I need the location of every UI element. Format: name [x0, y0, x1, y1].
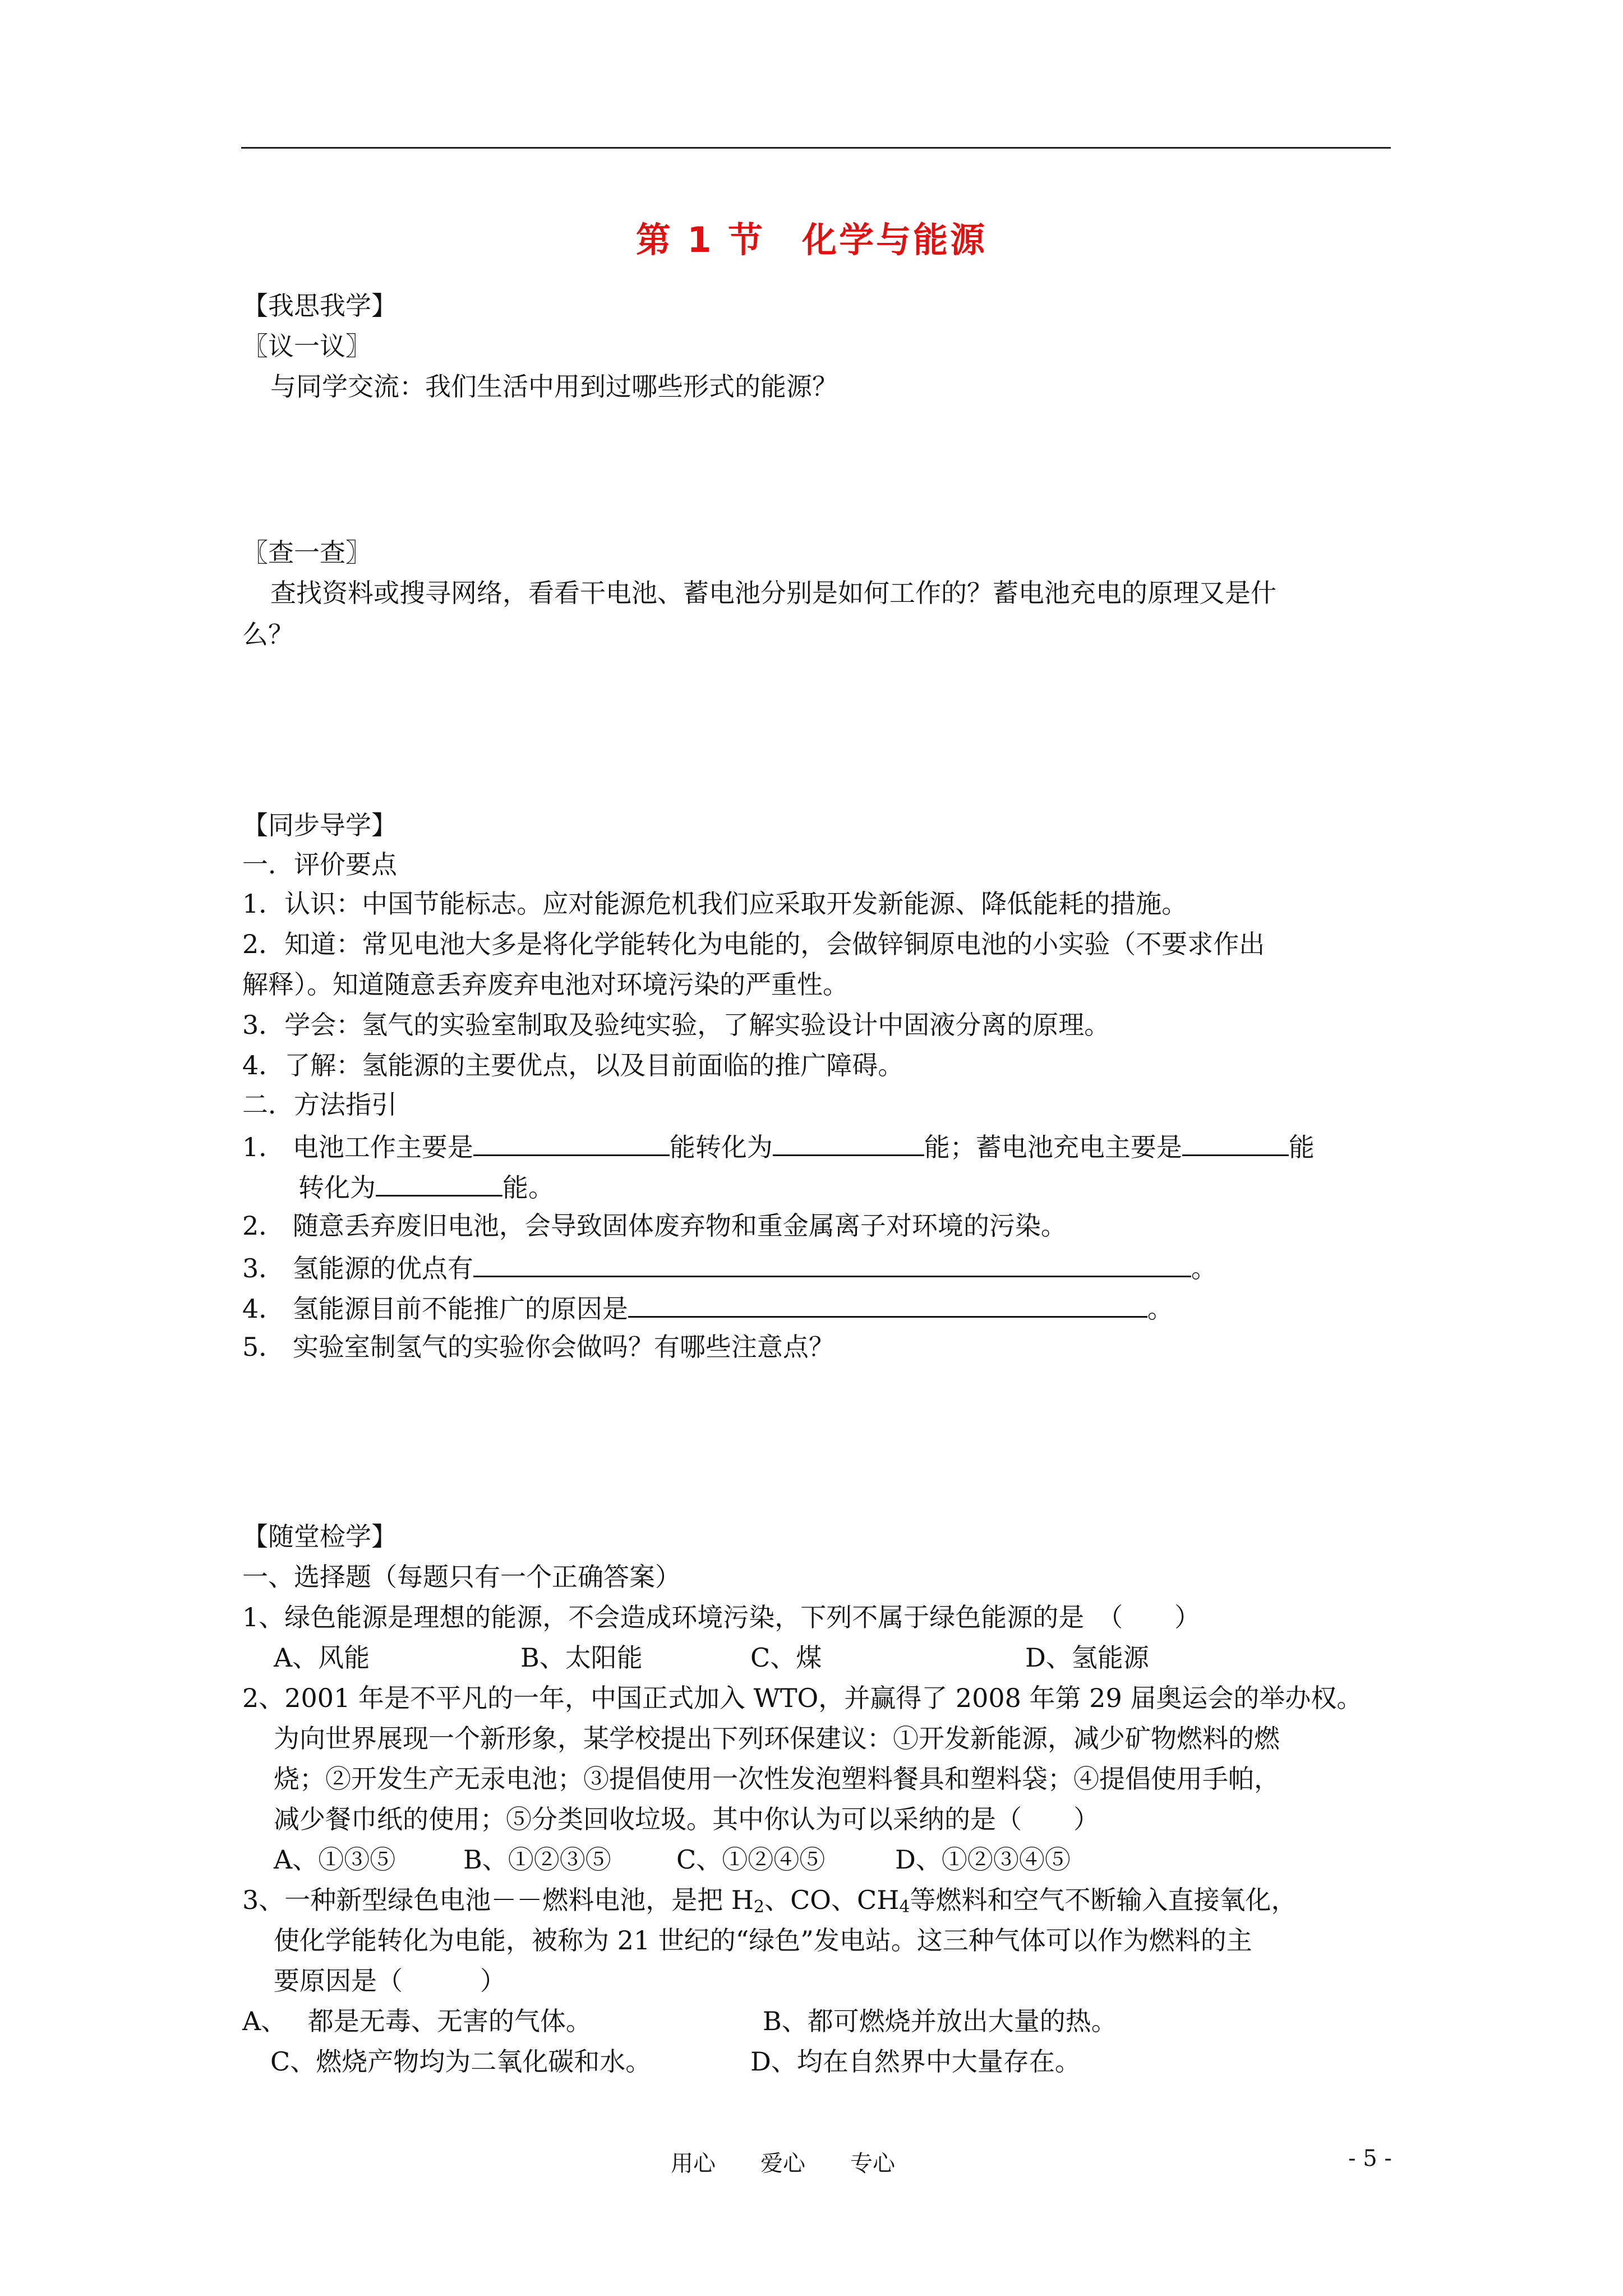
question-2-line4: 减少餐巾纸的使用；⑤分类回收垃圾。其中你认为可以采纳的是（ ） — [274, 1804, 1099, 1834]
q2-option-a[interactable]: A、①③⑤ — [274, 1844, 396, 1875]
q2-option-b[interactable]: B、①②③⑤ — [463, 1844, 611, 1875]
q1-option-b[interactable]: B、太阳能 — [520, 1642, 643, 1673]
question-3-line2: 使化学能转化为电能，被称为 21 世纪的“绿色”发电站。这三种气体可以作为燃料的主 — [274, 1925, 1252, 1955]
part-method-guide: 二．方法指引 — [242, 1089, 397, 1120]
part-evaluation-points: 一．评价要点 — [242, 849, 397, 880]
q2-option-c[interactable]: C、①②④⑤ — [676, 1844, 826, 1875]
page-number: - 5 - — [1348, 2146, 1392, 2171]
question-1: 1、绿色能源是理想的能源，不会造成环境污染，下列不属于绿色能源的是 （ ） — [242, 1602, 1201, 1632]
q3-option-c[interactable]: C、燃烧产物均为二氧化碳和水。 — [270, 2046, 652, 2077]
question-3-line1: 3、一种新型绿色电池－－燃料电池，是把 $H_2$、CO、$CH_4$等燃料和空气不断输入直接氧化， — [242, 1885, 1297, 1917]
method-2: 2． 随意丢弃废旧电池，会导致固体废弃物和重金属离子对环境的污染。 — [242, 1211, 1067, 1241]
method-1-line2: 转化为 能。 — [298, 1172, 554, 1203]
q2-option-d[interactable]: D、①②③④⑤ — [895, 1844, 1071, 1875]
q3-option-d[interactable]: D、均在自然界中大量存在。 — [750, 2046, 1081, 2077]
q3-option-b[interactable]: B、都可燃烧并放出大量的热。 — [763, 2006, 1117, 2036]
q1-option-a[interactable]: A、风能 — [274, 1642, 370, 1673]
section-heading-guide: 【同步导学】 — [242, 810, 397, 840]
page-title: 第 1 节 化学与能源 — [635, 219, 988, 260]
point-2-line2: 解释）。知道随意丢弃废弃电池对环境污染的严重性。 — [242, 969, 849, 1000]
blank-hydrogen-obstacles[interactable] — [628, 1294, 1147, 1318]
blank-energy-2[interactable] — [773, 1132, 924, 1156]
header-rule — [241, 147, 1391, 149]
question-2-line3: 烧；②开发生产无汞电池；③提倡使用一次性发泡塑料餐具和塑料袋；④提倡使用手帕， — [274, 1764, 1280, 1794]
footer-motto: 用心 爱心 专心 — [671, 2151, 895, 2177]
method-4: 4． 氢能源目前不能推广的原因是 。 — [242, 1294, 1173, 1324]
research-prompt-line1: 查找资料或搜寻网络，看看干电池、蓄电池分别是如何工作的？蓄电池充电的原理又是什 — [270, 578, 1276, 608]
part-choice-questions: 一、选择题（每题只有一个正确答案） — [242, 1562, 681, 1592]
method-1-line1: 1． 电池工作主要是 能转化为 能；蓄电池充电主要是 能 — [242, 1132, 1315, 1162]
q1-option-d[interactable]: D、氢能源 — [1025, 1642, 1149, 1673]
section-heading-think: 【我思我学】 — [242, 291, 397, 321]
question-2-line2: 为向世界展现一个新形象，某学校提出下列环保建议：①开发新能源，减少矿物燃料的燃 — [274, 1723, 1280, 1754]
point-4: 4．了解：氢能源的主要优点，以及目前面临的推广障碍。 — [242, 1050, 904, 1080]
point-1: 1．认识：中国节能标志。应对能源危机我们应采取开发新能源、降低能耗的措施。 — [242, 889, 1188, 919]
blank-energy-3[interactable] — [1182, 1132, 1289, 1156]
method-3: 3． 氢能源的优点有 。 — [242, 1253, 1217, 1283]
blank-energy-1[interactable] — [473, 1132, 670, 1156]
point-2-line1: 2．知道：常见电池大多是将化学能转化为电能的，会做锌铜原电池的小实验（不要求作出 — [242, 929, 1265, 959]
discuss-prompt: 与同学交流：我们生活中用到过哪些形式的能源？ — [270, 371, 838, 402]
section-heading-check: 【随堂检学】 — [242, 1521, 397, 1552]
question-3-line3: 要原因是（ ） — [274, 1966, 506, 1996]
blank-hydrogen-advantages[interactable] — [473, 1253, 1191, 1277]
method-5: 5． 实验室制氢气的实验你会做吗？有哪些注意点？ — [242, 1332, 834, 1362]
question-2-line1: 2、2001 年是不平凡的一年，中国正式加入 WTO，并赢得了 2008 年第 29 届奥运会的举办权。 — [242, 1683, 1363, 1713]
blank-energy-4[interactable] — [376, 1172, 502, 1197]
q1-option-c[interactable]: C、煤 — [750, 1642, 822, 1673]
research-prompt-line2: 么？ — [242, 619, 294, 650]
q3-option-a[interactable]: A、 都是无毒、无害的气体。 — [242, 2006, 592, 2036]
subheading-discuss: 〖议一议〗 — [242, 331, 371, 361]
point-3: 3．学会：氢气的实验室制取及验纯实验，了解实验设计中固液分离的原理。 — [242, 1010, 1110, 1040]
subheading-research: 〖查一查〗 — [242, 537, 371, 568]
